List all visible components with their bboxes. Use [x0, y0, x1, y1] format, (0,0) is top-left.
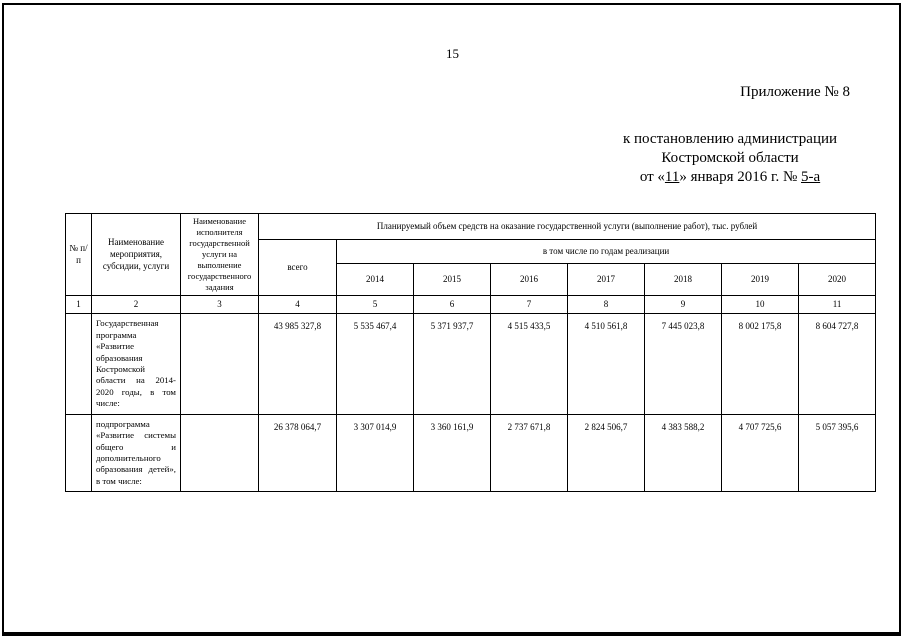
row-value-2015: 5 371 937,7 [414, 314, 491, 414]
row-total-cell: 43 985 327,8 [259, 314, 337, 414]
decree-number-underlined: 5-а [801, 169, 821, 185]
decree-line-2: Костромской области [661, 150, 799, 166]
row-value-2020: 5 057 395,6 [799, 414, 876, 492]
row-total-cell: 26 378 064,7 [259, 414, 337, 492]
table-row [66, 414, 876, 492]
row-num-cell [66, 314, 92, 414]
year-header-2018: 2018 [645, 264, 722, 296]
appendix-header-block [610, 83, 850, 187]
row-value-2018: 4 383 588,2 [645, 414, 722, 492]
row-name-cell: Государственная программа «Развитие образования Костромской области на 2014-2020 годы, в том числе: [92, 314, 181, 414]
row-value-2015: 3 360 161,9 [414, 414, 491, 492]
year-header-2019: 2019 [722, 264, 799, 296]
col-header-amount-group: Планируемый объем средств на оказание государственной услуги (выполнение работ), тыс. рублей [259, 214, 876, 240]
col-header-years-group: в том числе по годам реализации [337, 240, 876, 264]
decree-day-underlined: 11 [664, 169, 680, 185]
row-value-2018: 7 445 023,8 [645, 314, 722, 414]
row-value-2016: 2 737 671,8 [491, 414, 568, 492]
row-num-cell [66, 414, 92, 492]
table-header-row-1 [66, 214, 876, 240]
column-number-row [66, 296, 876, 314]
col-header-name: Наименование мероприятия, субсидии, услуги [92, 214, 181, 296]
decree-date-prefix: от « [639, 169, 665, 185]
col-header-total: всего [259, 240, 337, 296]
page-number: 15 [446, 46, 459, 61]
colnum-9: 9 [645, 296, 722, 314]
colnum-8: 8 [568, 296, 645, 314]
colnum-10: 10 [722, 296, 799, 314]
row-value-2014: 5 535 467,4 [337, 314, 414, 414]
row-value-2019: 4 707 725,6 [722, 414, 799, 492]
colnum-1: 1 [66, 296, 92, 314]
row-value-2019: 8 002 175,8 [722, 314, 799, 414]
row-value-2014: 3 307 014,9 [337, 414, 414, 492]
year-header-2016: 2016 [491, 264, 568, 296]
colnum-11: 11 [799, 296, 876, 314]
colnum-5: 5 [337, 296, 414, 314]
year-header-2017: 2017 [568, 264, 645, 296]
colnum-4: 4 [259, 296, 337, 314]
row-value-2017: 2 824 506,7 [568, 414, 645, 492]
row-executor-cell [181, 414, 259, 492]
row-executor-cell [181, 314, 259, 414]
table-row [66, 314, 876, 414]
decree-date-line [610, 168, 850, 187]
colnum-3: 3 [181, 296, 259, 314]
row-value-2016: 4 515 433,5 [491, 314, 568, 414]
year-header-2014: 2014 [337, 264, 414, 296]
col-header-executor: Наименование исполнителя государственной услуги на выполнение государственного задания [181, 214, 259, 296]
colnum-2: 2 [92, 296, 181, 314]
colnum-6: 6 [414, 296, 491, 314]
appendix-title: Приложение № 8 [740, 84, 850, 100]
decree-date-mid: » января 2016 г. № [679, 169, 802, 185]
col-header-num: № п/п [66, 214, 92, 296]
row-value-2017: 4 510 561,8 [568, 314, 645, 414]
funding-table [65, 213, 876, 492]
year-header-2015: 2015 [414, 264, 491, 296]
row-name-cell: подпрограмма «Развитие системы общего и дополнительного образования детей», в том числе: [92, 414, 181, 492]
year-header-2020: 2020 [799, 264, 876, 296]
colnum-7: 7 [491, 296, 568, 314]
row-value-2020: 8 604 727,8 [799, 314, 876, 414]
decree-line-1: к постановлению администрации [622, 131, 838, 147]
